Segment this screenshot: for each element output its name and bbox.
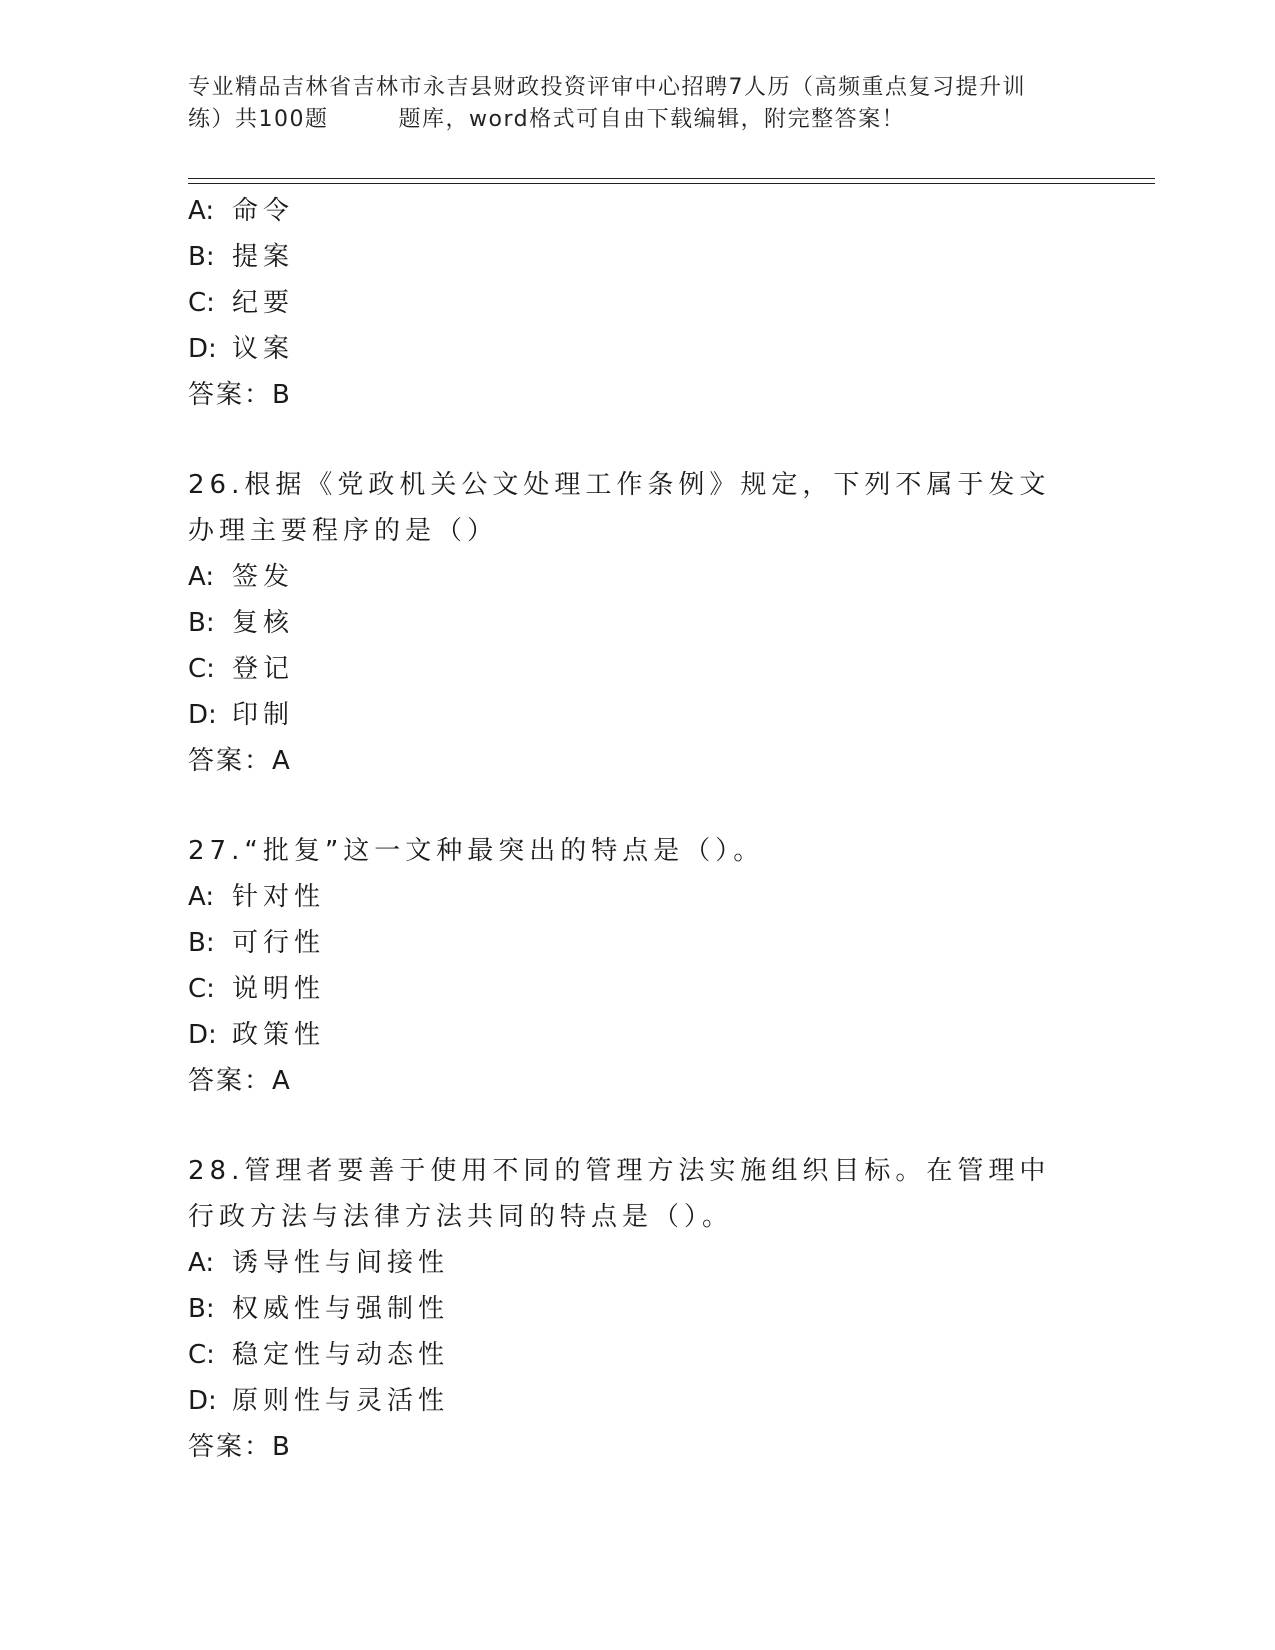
question-text: 28.管理者要善于使用不同的管理方法实施组织目标。在管理中行政方法与法律方法共同的特点是（）。 [188,1156,1051,1232]
option-b [188,920,1088,966]
option-d [188,326,1088,372]
answer-line: 答案：B [188,380,292,410]
option-d [188,1012,1088,1058]
question-block [188,462,1088,784]
header-divider-top [188,178,1155,179]
option-a [188,1240,1088,1286]
document-header [188,72,1088,136]
option-text: 纪要 [232,288,295,318]
option-text: 说明性 [232,974,326,1004]
option-c [188,966,1088,1012]
option-text: 复核 [232,608,295,638]
question-text: 27.“批复”这一文种最突出的特点是（）。 [188,836,765,866]
option-letter: A: [188,562,215,592]
option-letter: C: [188,1340,215,1370]
answer-line: 答案：A [188,746,292,776]
option-letter: B: [188,608,215,638]
option-c [188,1332,1088,1378]
question-block [188,188,1088,418]
option-text: 登记 [232,654,295,684]
option-a [188,874,1088,920]
option-b [188,600,1088,646]
option-d [188,692,1088,738]
option-text: 针对性 [232,882,326,912]
option-c [188,280,1088,326]
option-letter: C: [188,974,215,1004]
option-text: 原则性与灵活性 [232,1386,450,1416]
option-letter: A: [188,196,215,226]
header-divider-bottom [188,183,1155,184]
option-text: 签发 [232,562,295,592]
header-line-1: 专业精品吉林省吉林市永吉县财政投资评审中心招聘7人历（高频重点复习提升训 [188,75,1026,100]
question-block [188,1148,1088,1470]
option-text: 印制 [232,700,295,730]
option-letter: A: [188,1248,215,1278]
question-list [188,188,1088,1514]
option-text: 稳定性与动态性 [232,1340,450,1370]
option-letter: D: [188,334,217,364]
option-text: 权威性与强制性 [232,1294,450,1324]
question-text: 26.根据《党政机关公文处理工作条例》规定，下列不属于发文办理主要程序的是（） [188,470,1051,546]
option-letter: B: [188,1294,215,1324]
option-text: 提案 [232,242,295,272]
option-letter: D: [188,1386,217,1416]
option-letter: C: [188,288,215,318]
option-letter: C: [188,654,215,684]
option-text: 议案 [232,334,295,364]
option-a [188,188,1088,234]
option-text: 可行性 [232,928,326,958]
answer-line: 答案：A [188,1066,292,1096]
option-letter: D: [188,1020,217,1050]
option-letter: B: [188,928,215,958]
option-b [188,234,1088,280]
question-block [188,828,1088,1104]
answer-line: 答案：B [188,1432,292,1462]
option-letter: A: [188,882,215,912]
header-line-2-part-1: 练）共100题 [188,107,329,132]
option-a [188,554,1088,600]
option-letter: D: [188,700,217,730]
option-text: 命令 [232,196,295,226]
option-b [188,1286,1088,1332]
header-line-2 [188,104,1088,136]
option-d [188,1378,1088,1424]
option-text: 诱导性与间接性 [232,1248,450,1278]
header-line-2-part-2: 题库，word格式可自由下载编辑，附完整答案！ [398,107,906,132]
option-letter: B: [188,242,215,272]
option-c [188,646,1088,692]
option-text: 政策性 [232,1020,326,1050]
